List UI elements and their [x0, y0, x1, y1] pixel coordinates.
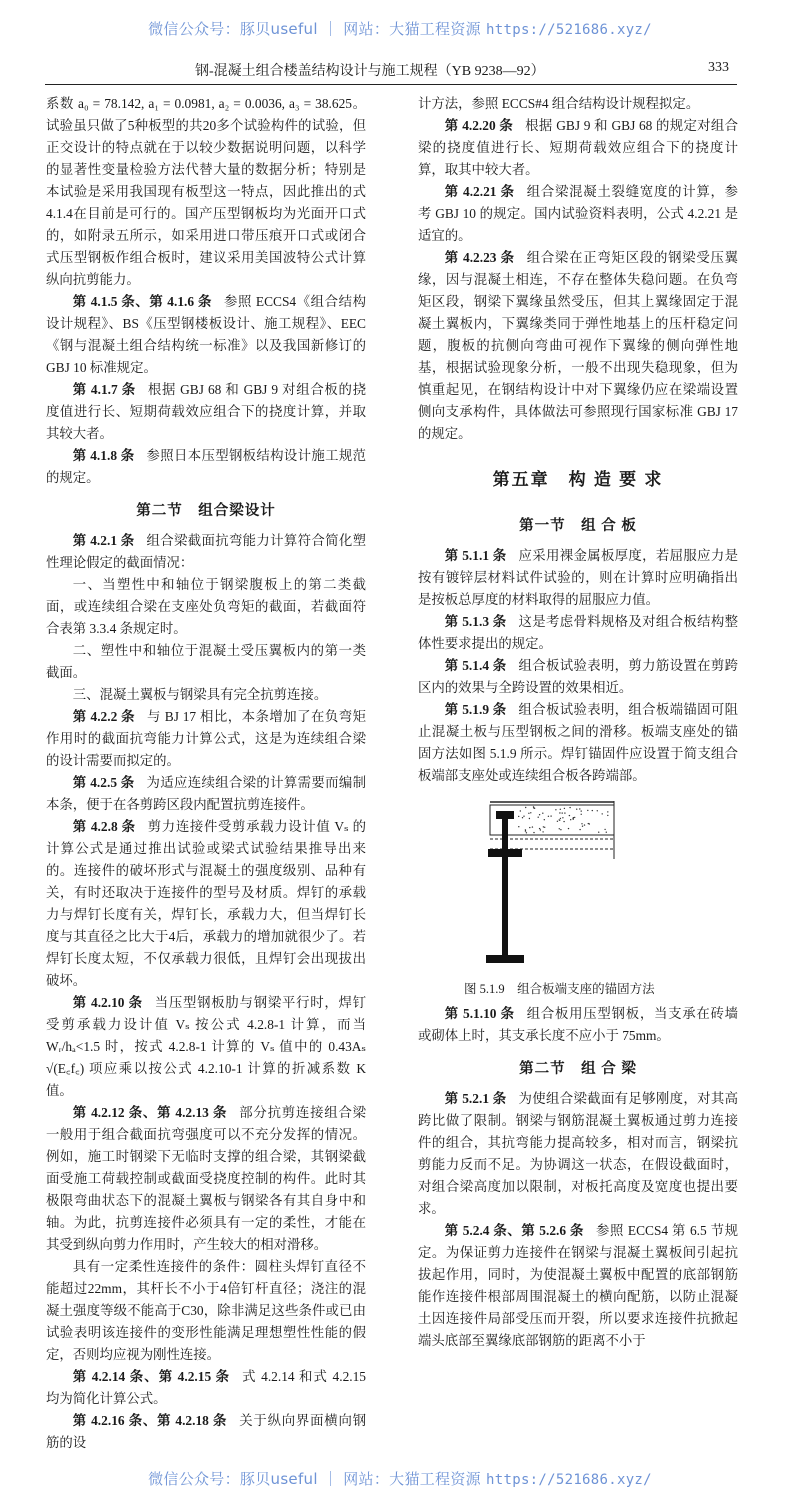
running-header — [45, 58, 737, 85]
right-column-block-a — [418, 93, 738, 445]
clause-text: 为使组合梁截面有足够刚度，对其高跨比做了限制。钢梁与钢筋混凝土翼板通过剪力连接件的组合，其抗弯能力提高较多，相对而言，钢梁抗剪能力反而不足。为协调这一状态，在假设截面时，对组合梁高度加以限制，对板托高度及宽度也提出要求。 — [418, 1091, 738, 1216]
clause-paragraph — [46, 291, 366, 379]
left-column-block-a — [46, 93, 366, 489]
clause-paragraph — [46, 640, 366, 684]
clause-text: 一、当塑性中和轴位于钢梁腹板上的第二类截面，或连续组合梁在支座处负弯矩的截面，若截面符合表第 3.3.4 条规定时。 — [46, 577, 366, 636]
chapter-heading: 第五章 构 造 要 求 — [492, 470, 664, 489]
right-column-block-b — [418, 545, 738, 787]
clause-paragraph — [418, 93, 738, 115]
clause-number: 第 4.2.14 条、第 4.2.15 条 — [72, 1369, 231, 1384]
anchorage-figure — [468, 801, 648, 971]
clause-paragraph — [418, 1220, 738, 1352]
anchorage-diagram — [468, 801, 648, 971]
clause-text: 计方法，参照 ECCS#4 组合结构设计规程拟定。 — [418, 96, 700, 111]
clause-paragraph — [46, 530, 366, 574]
clause-number: 第 4.2.21 条 — [444, 184, 515, 199]
clause-number: 第 4.2.12 条、第 4.2.13 条 — [72, 1105, 228, 1120]
clause-number: 第 4.1.7 条 — [72, 382, 136, 397]
clause-text: 与 BJ 17 相比，本条增加了在负弯矩作用时的截面抗弯能力计算公式，这是为连续组合梁的设计需要而拟定的。 — [46, 709, 366, 768]
clause-paragraph — [46, 93, 366, 291]
clause-text: 关于纵向界面横向钢筋的设 — [46, 1413, 367, 1450]
clause-paragraph — [418, 611, 738, 655]
clause-text: 二、塑性中和轴位于混凝土受压翼板内的第一类截面。 — [46, 643, 366, 680]
clause-paragraph — [46, 772, 366, 816]
clause-paragraph — [46, 816, 366, 992]
clause-text: 当压型钢板肋与钢梁平行时，焊钉受剪承载力设计值 Vₛ 按公式 4.2.8-1 计算，而当 Wᵣ/hₐ<1.5 时，按式 4.2.8-1 计算的 Vₛ 值中的 0.43Aₛ √(E꜀f꜀) 项应乘以按公式 4.2.10-1 计算的折减系数 K 值。 — [46, 995, 367, 1098]
clause-number: 第 4.2.16 条、第 4.2.18 条 — [72, 1413, 228, 1428]
clause-text: 根据 GBJ 68 和 GBJ 9 对组合板的挠度值进行长、短期荷载效应组合下的挠度计算，并取其较大者。 — [46, 382, 367, 441]
section-heading-composite-slab: 第一节 组 合 板 — [519, 518, 637, 534]
clause-text: 为适应连续组合梁的计算需要而编制本条，便于在各剪跨区段内配置抗剪连接件。 — [46, 775, 366, 812]
clause-text: 组合板试验表明，剪力筋设置在剪跨区内的效果与全跨设置的效果相近。 — [418, 658, 738, 695]
clause-paragraph — [46, 1256, 366, 1366]
clause-number: 第 5.2.1 条 — [444, 1091, 507, 1106]
clause-text: 参照 ECCS4 第 6.5 节规定。为保证剪力连接件在钢梁与混凝土翼板间引起抗拔起作用，同时，为使混凝土翼板中配置的底部钢筋能作连接件根部周围混凝土的横向配筋，以防止混凝土因连接件局部受压而开裂，所以要求连接件抗掀起端头底部至翼缘底部钢筋的距离不小于 — [418, 1223, 738, 1348]
clause-text: 具有一定柔性连接件的条件：圆柱头焊钉直径不能超过22mm，其杆长不小于4倍钉杆直径；浇注的混凝土强度等级不能高于C30，除非满足这些条件或已由试验表明该连接件的变形性能满足理想塑性性能的假定，否则均应视为刚性连接。 — [46, 1259, 366, 1362]
right-column-block-c — [418, 1003, 738, 1047]
clause-paragraph — [46, 574, 366, 640]
clause-paragraph — [418, 181, 738, 247]
clause-paragraph — [46, 1410, 366, 1454]
clause-number: 第 5.1.4 条 — [444, 658, 507, 673]
clause-text: 系数 a₀ = 78.142, a₁ = 0.0981, a₂ = 0.0036, a₃ = 38.625。试验虽只做了5种板型的共20多个试验构件的试验，但正交设计的特点就在于以较少数据说明问题，以科学的显著性变量检验方法代替大量的数据分析；特别是本试验是采用我国现有板型这一特点，因此推出的式4.1.4在目前是可行的。国产压型钢板均为光面开口式的，如附录五所示，如采用进口带压痕开口式或闭合式压型钢板作组合板时，建议采用美国波特公式计算纵向抗剪能力。 — [46, 96, 366, 287]
clause-paragraph — [418, 655, 738, 699]
clause-number: 第 4.2.1 条 — [72, 533, 135, 548]
clause-number: 第 4.2.5 条 — [72, 775, 135, 790]
clause-text: 组合梁在正弯矩区段的钢梁受压翼缘，因与混凝土相连，不存在整体失稳问题。在负弯矩区段，钢梁下翼缘虽然受压，但其上翼缘固定于混凝土翼板内，下翼缘类同于弹性地基上的压杆稳定问题，腹板的抗侧向弯曲可视作下翼缘的侧向弹性地基，根据试验现象分析，一般不出现失稳现象，但为慎重起见，在钢结构设计中对下翼缘仍应在梁端设置侧向支承构件，具体做法可参照现行国家标准 GBJ 17 的规定。 — [418, 250, 739, 441]
left-column-block-b — [46, 530, 366, 1454]
right-column — [418, 93, 738, 1454]
figure-caption: 图 5.1.9 组合板端支座的锚固方法 — [464, 982, 655, 996]
right-column-block-d — [418, 1088, 738, 1352]
clause-paragraph — [46, 1366, 366, 1410]
clause-text: 部分抗剪连接组合梁一般用于组合截面抗弯强度可以不充分发挥的情况。例如，施工时钢梁下无临时支撑的组合梁，其钢梁截面受施工荷载控制或截面受挠度控制的构件。此时其极限弯曲状态下的混凝土翼板与钢梁各有其自身中和轴。为此，抗剪连接件必须具有一定的柔性，才能在其受到纵向剪力作用时，产生较大的相对滑移。 — [46, 1105, 367, 1252]
clause-text: 组合板用压型钢板，当支承在砖墙或砌体上时，其支承长度不应小于 75mm。 — [418, 1006, 739, 1043]
clause-paragraph — [418, 545, 738, 611]
clause-paragraph — [418, 1088, 738, 1220]
clause-text: 应采用裸金属板厚度，若屈服应力是按有镀锌层材料试件试验的，则在计算时应明确指出是按板总厚度的材料取得的屈服应力值。 — [418, 548, 738, 607]
clause-number: 第 5.2.4 条、第 5.2.6 条 — [444, 1223, 584, 1238]
clause-number: 第 5.1.10 条 — [444, 1006, 515, 1021]
clause-text: 组合梁混凝土裂缝宽度的计算，参考 GBJ 10 的规定。国内试验资料表明，公式 4.2.21 是适宜的。 — [418, 184, 739, 243]
running-header-title: 钢-混凝土组合楼盖结构设计与施工规程（YB 9238—92） — [195, 64, 545, 79]
left-column — [46, 93, 366, 1454]
clause-text: 组合梁截面抗弯能力计算符合简化塑性理论假定的截面情况： — [46, 533, 366, 570]
clause-number: 第 4.2.2 条 — [72, 709, 135, 724]
watermark-bottom: 微信公众号：豚贝useful ｜ 网站：大猫工程资源 https://521686.xyz/ — [148, 1470, 652, 1488]
clause-paragraph — [46, 379, 366, 445]
section-heading-composite-beam: 第二节 组 合 梁 — [519, 1061, 637, 1077]
clause-paragraph — [46, 992, 366, 1102]
clause-paragraph — [46, 706, 366, 772]
watermark-top: 微信公众号：豚贝useful ｜ 网站：大猫工程资源 https://521686.xyz/ — [148, 20, 652, 38]
two-column-body — [46, 93, 738, 1454]
clause-number: 第 4.2.23 条 — [444, 250, 515, 265]
clause-number: 第 5.1.3 条 — [444, 614, 507, 629]
clause-paragraph — [46, 684, 366, 706]
clause-text: 根据 GBJ 9 和 GBJ 68 的规定对组合梁的挠度值进行长、短期荷载效应组合下的挠度计算，取其中较大者。 — [418, 118, 739, 177]
clause-text: 三、混凝土翼板与钢梁具有完全抗剪连接。 — [72, 687, 328, 702]
clause-text: 组合板试验表明，组合板端锚固可阻止混凝土板与压型钢板之间的滑移。板端支座处的锚固方法如图 5.1.9 所示。焊钉锚固件应设置于简支组合板端部支座处或连续组合板各跨端部。 — [418, 702, 738, 783]
page-number: 333 — [708, 60, 729, 75]
clause-text: 参照 ECCS4《组合结构设计规程》、BS《压型钢楼板设计、施工规程》、EEC《钢与混凝土组合结构统一标准》以及我国新修订的 GBJ 10 标准规定。 — [46, 294, 366, 375]
clause-paragraph — [418, 699, 738, 787]
clause-paragraph — [418, 247, 738, 445]
clause-paragraph — [46, 445, 366, 489]
clause-number: 第 4.2.20 条 — [444, 118, 514, 133]
clause-text: 剪力连接件受剪承载力设计值 Vₛ 的计算公式是通过推出试验或梁式试验结果推导出来的。连接件的破坏形式与混凝土的强度级别、品种有关，有时还取决于连接件的型号及材质。焊钉的承载力与焊钉长度有关，焊钉长，承载力大，但当焊钉长度与其直径之比大于4后，承载力的增加就很少了。若焊钉长度太短，不仅承载力很低，且焊钉会出现拔出破坏。 — [46, 819, 366, 988]
section-heading-composite-beam-design: 第二节 组合梁设计 — [136, 503, 276, 519]
clause-number: 第 4.1.8 条 — [72, 448, 135, 463]
clause-paragraph — [418, 115, 738, 181]
clause-paragraph — [46, 1102, 366, 1256]
clause-number: 第 4.1.5 条、第 4.1.6 条 — [72, 294, 212, 309]
clause-number: 第 4.2.10 条 — [72, 995, 143, 1010]
clause-text: 式 4.2.14 和式 4.2.15 均为简化计算公式。 — [46, 1369, 366, 1406]
clause-number: 第 4.2.8 条 — [72, 819, 136, 834]
clause-number: 第 5.1.1 条 — [444, 548, 507, 563]
clause-text: 参照日本压型钢板结构设计施工规范的规定。 — [46, 448, 366, 485]
clause-number: 第 5.1.9 条 — [444, 702, 507, 717]
clause-paragraph — [418, 1003, 738, 1047]
clause-text: 这是考虑骨料规格及对组合板结构整体性要求提出的规定。 — [418, 614, 738, 651]
